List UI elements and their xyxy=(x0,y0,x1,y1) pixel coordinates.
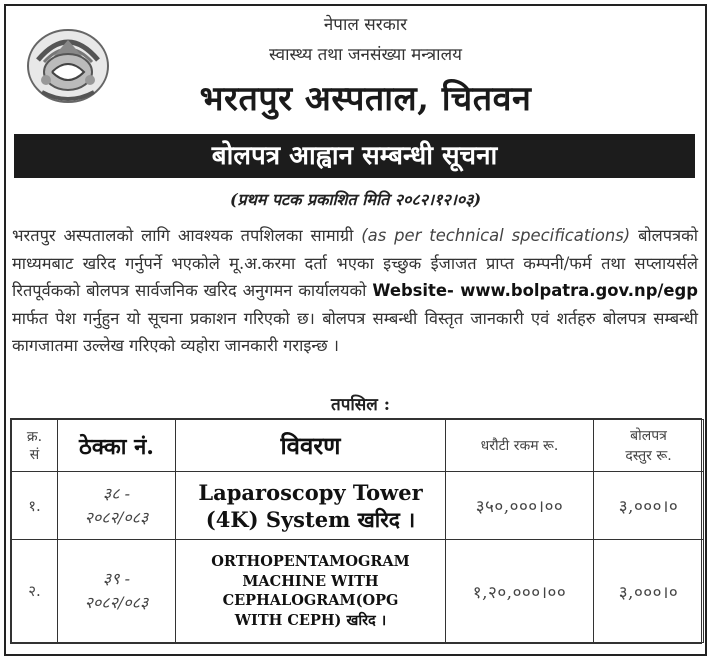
table-header-row xyxy=(12,420,704,472)
body-text-part: मार्फत पेश गर्नुहुन यो सूचना प्रकाशन गरिएको छ। बोलपत्र सम्बन्धी विस्तृत जानकारी एवं शर्तहरु बोलपत्र सम्बन्धी कागजातमा उल्लेख गरिएको व्यहोरा जानकारी गराइन्छ । xyxy=(12,308,698,355)
government-name: नेपाल सरकार xyxy=(323,15,408,35)
ministry-name: स्वास्थ्य तथा जनसंख्या मन्त्रालय xyxy=(269,45,462,65)
table-row xyxy=(12,540,704,643)
row-contract-no: ३९ - २०८२/०८३ xyxy=(58,540,176,643)
row-contract-no: ३८ - २०८२/०८३ xyxy=(58,472,176,540)
tender-table xyxy=(10,418,702,644)
published-date: (प्रथम पटक प्रकाशित मिति २०८२।१२।०३) xyxy=(229,190,482,209)
body-text-part: बोलपत्रको माध्यमबाट खरिद गर्नुपर्ने भएकोले मू.अ.करमा दर्ता भएका इच्छुक ईजाजत प्राप्त कम्पनी/फर्म तथा सप्लायर्सले रितपूर्वकको बोलपत्र सार्वजनिक खरिद अनुगमन कार्यालयको xyxy=(12,226,698,300)
row-deposit-amount: ३५०,०००।०० xyxy=(446,472,594,540)
header-contract-no: ठेक्का नं. xyxy=(58,420,176,472)
row-tender-fee: ३,०००।० xyxy=(594,472,704,540)
schedule-label: तपसिल : xyxy=(331,395,390,415)
row-deposit-amount: १,२०,०००।०० xyxy=(446,540,594,643)
website-link[interactable]: Website- www.bolpatra.gov.np/egp xyxy=(372,281,699,300)
header-tender-fee: बोलपत्र दस्तुर रू. xyxy=(594,420,704,472)
header-serial: क्र. सं xyxy=(12,420,58,472)
row-description: ORTHOPENTAMOGRAM MACHINE WITH CEPHALOGRAM(OPG WITH CEPH) खरिद । xyxy=(176,540,446,643)
body-text-part: भरतपुर अस्पतालको लागि आवश्यक तपशिलका सामाग्री xyxy=(12,226,362,245)
row-serial: १. xyxy=(12,472,58,540)
hospital-name: भरतपुर अस्पताल, चितवन xyxy=(199,79,532,119)
row-serial: २. xyxy=(12,540,58,643)
notice-title-banner: बोलपत्र आह्वान सम्बन्धी सूचना xyxy=(14,134,695,178)
row-tender-fee: ३,०००।० xyxy=(594,540,704,643)
row-description: Laparoscopy Tower (4K) System खरिद । xyxy=(176,472,446,540)
header-description: विवरण xyxy=(176,420,446,472)
body-text-english: (as per technical specifications) xyxy=(361,226,631,245)
header-deposit-amount: धरौटी रकम रू. xyxy=(446,420,594,472)
notice-body xyxy=(12,222,698,360)
table-row xyxy=(12,472,704,540)
